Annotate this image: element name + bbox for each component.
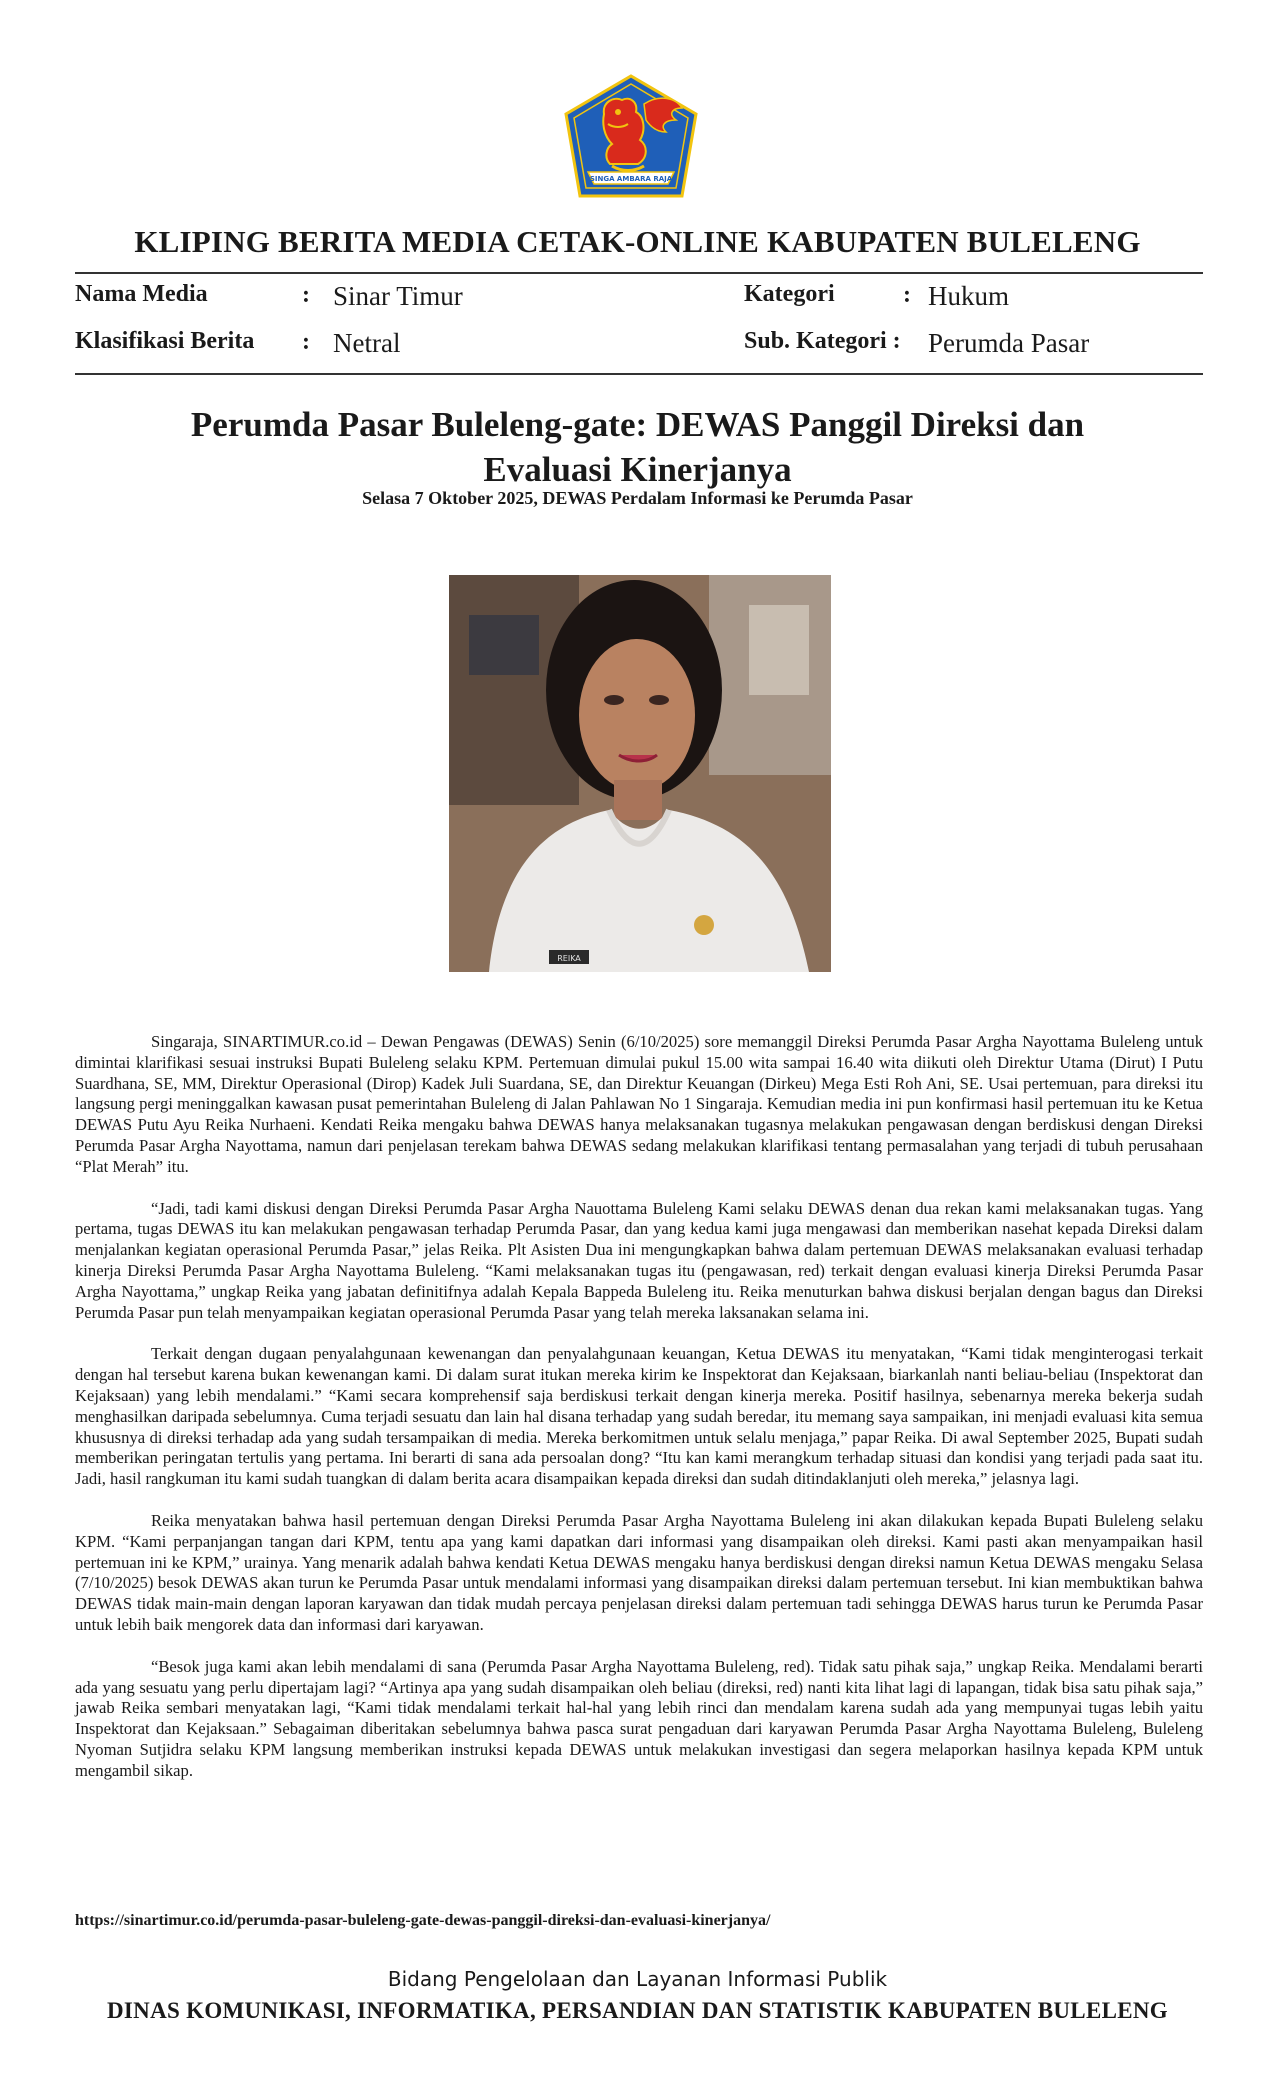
sub-kategori-label: Sub. Kategori : bbox=[744, 328, 901, 354]
footer-agency: DINAS KOMUNIKASI, INFORMATIKA, PERSANDIAN DAN STATISTIK KABUPATEN BULELENG bbox=[107, 1998, 1168, 2023]
source-url: https://sinartimur.co.id/perumda-pasar-buleleng-gate-dewas-panggil-direksi-dan-evaluasi-kinerjanya/ bbox=[75, 1912, 771, 1929]
kategori-colon: : bbox=[903, 282, 911, 308]
logo-motto: SINGA AMBARA RAJA bbox=[589, 175, 673, 183]
klasifikasi-colon: : bbox=[302, 329, 310, 355]
article-paragraph-1: Singaraja, SINARTIMUR.co.id – Dewan Pengawas (DEWAS) Senin (6/10/2025) sore memanggil Direksi Perumda Pasar Argha Nayottama Buleleng untuk dimintai klarifikasi sesuai instruksi Bupati Buleleng selaku KPM. Pertemuan dimulai pukul 15.00 wita sampai 16.40 wita diikuti oleh Direktur Utama (Dirut) I Putu Suardhana, SE, MM, Direktur Operasional (Dirop) Kadek Juli Suardana, SE, dan Direktur Keuangan (Dirkeu) Mega Esti Roh Ani, SE. Usai pertemuan, para direksi itu langsung pergi meninggalkan kawasan pusat pemerintahan Buleleng di Jalan Pahlawan No 1 Singaraja. Kemudian media ini pun konfirmasi hasil pertemuan itu ke Ketua DEWAS Putu Ayu Reika Nurhaeni. Kendati Reika mengaku bahwa DEWAS hanya melaksanakan tugasnya melakukan pengawasan dengan berdiskusi dengan Direksi Perumda Pasar Argha Nayottama, namun dari penjelasan terekam bahwa DEWAS sedang melakukan klarifikasi tentang permasalahan yang terjadi di tubuh perusahaan “Plat Merah” itu. bbox=[75, 1032, 1203, 1176]
footer-department: Bidang Pengelolaan dan Layanan Informasi Publik bbox=[387, 1967, 888, 1991]
article-paragraph-5: “Besok juga kami akan lebih mendalami di sana (Perumda Pasar Argha Nayottama Buleleng, red). Tidak satu pihak saja,” ungkap Reika. Mendalami berarti ada yang sesuatu yang perlu dipertajam lagi? “Artinya apa yang sudah disampaikan oleh beliau (direksi, red) nanti kita lihat lagi di lapangan, tidak bisa satu pihak saja,” jawab Reika sembari menyatakan lagi, “Kami tidak mendalami terkait hal-hal yang lebih rinci dan mendalam karena sudah ada yang mempunyai tugas lebih yaitu Inspektorat dan Kejaksaan.” Sebagaiman diberitakan sebelumnya bahwa pasca surat pengaduan dari karyawan Perumda Pasar Argha Nayottama Buleleng, Buleleng Nyoman Sutjidra selaku KPM langsung memberikan instruksi kepada DEWAS untuk melakukan investigasi dan segera melaporkan hasilnya kepada KPM untuk mengambil sikap. bbox=[75, 1656, 1203, 1780]
nama-media-colon: : bbox=[302, 282, 310, 308]
sub-kategori-value: Perumda Pasar bbox=[928, 328, 1090, 358]
singa-ambara-raja-logo bbox=[564, 74, 698, 198]
page-title: KLIPING BERITA MEDIA CETAK-ONLINE KABUPATEN BULELENG bbox=[134, 224, 1141, 259]
article-body bbox=[75, 1032, 1203, 1803]
article-paragraph-4: Reika menyatakan bahwa hasil pertemuan dengan Direksi Perumda Pasar Argha Nayottama Buleleng ini akan dilakukan kepada Bupati Buleleng selaku KPM. “Kami perpanjangan tangan dari KPM, tentu apa yang kami dapatkan dari informasi yang disampaikan oleh direksi. Kami pasti akan menyampaikan hasil pertemuan ini ke KPM,” urainya. Yang menarik adalah bahwa kendati Ketua DEWAS mengaku hanya berdiskusi dengan direksi namun Ketua DEWAS mengaku Selasa (7/10/2025) besok DEWAS akan turun ke Perumda Pasar untuk mendalami informasi yang disampaikan direksi dalam pertemuan tersebut. Ini kian membuktikan bahwa DEWAS tidak main-main dengan laporan karyawan dan tidak mudah percaya penjelasan direksi dalam pertemuan tadi sehingga DEWAS harus turun ke Perumda Pasar untuk lebih baik mengorek data dan informasi dari karyawan. bbox=[75, 1510, 1203, 1634]
name-tag-caption: REIKA bbox=[557, 954, 581, 963]
article-paragraph-3: Terkait dengan dugaan penyalahgunaan kewenangan dan penyalahgunaan keuangan, Ketua DEWAS itu menyatakan, “Kami tidak menginterogasi terkait dengan hal tersebut karena bukan kewenangan kami. Di dalam surat itukan mereka kirim ke Inspektorat dan Kejaksaan, biarkanlah nanti beliau-beliau (Inspektorat dan Kejaksaan) yang lebih mendalami.” “Kami secara komprehensif saja berdiskusi terkait dengan kinerja mereka. Positif hasilnya, sebenarnya mereka bekerja sudah menghasilkan daripada sebelumnya. Cuma terjadi sesuatu dan lain hal disana terhadap yang sudah beredar, itu memang saya sampaikan, ini menjadi evaluasi kita semua khususnya di direksi terhadap ada yang sudah tersampaikan di media. Mereka berkomitmen untuk selalu menjaga,” papar Reika. Di awal September 2025, Bupati sudah memberikan peringatan tertulis yang pertama. Ini berarti di sana ada persoalan dong? “Itu kan kami merangkum terhadap situasi dan kondisi yang terjadi pada saat itu. Jadi, hasil rangkuman itu kami sudah tuangkan di dalam berita acara disampaikan kepada direksi dan sudah ditindaklanjuti oleh mereka,” jelasnya lagi. bbox=[75, 1344, 1203, 1489]
kategori-label: Kategori bbox=[744, 281, 835, 307]
nama-media-value: Sinar Timur bbox=[333, 281, 463, 311]
header-rule-bottom bbox=[75, 373, 1203, 375]
nama-media-label: Nama Media bbox=[75, 281, 208, 307]
article-photo bbox=[449, 575, 831, 972]
article-headline: Perumda Pasar Buleleng-gate: DEWAS Panggil Direksi dan Evaluasi Kinerjanya bbox=[190, 405, 1085, 489]
klasifikasi-value: Netral bbox=[333, 328, 401, 358]
kategori-value: Hukum bbox=[928, 281, 1009, 311]
article-subheadline: Selasa 7 Oktober 2025, DEWAS Perdalam Informasi ke Perumda Pasar bbox=[362, 488, 913, 508]
article-paragraph-2: “Jadi, tadi kami diskusi dengan Direksi Perumda Pasar Argha Nauottama Buleleng Kami selaku DEWAS denan dua rekan kami melaksanakan tugas. Yang pertama, tugas DEWAS itu kan melakukan pengawasan terhadap Perumda Pasar, dan yang kedua kami juga mengawasi dan memberikan nasehat kepada Direksi dalam menjalankan kegiatan operasional Perumda Pasar,” jelas Reika. Plt Asisten Dua ini mengungkapkan bahwa dalam pertemuan DEWAS melaksanakan evaluasi terhadap kinerja Direksi Perumda Pasar Argha Nayottama Buleleng. “Kami melaksanakan tugas itu (pengawasan, red) terkait dengan evaluasi kinerja Direksi Perumda Pasar Argha Nayottama,” ungkap Reika yang jabatan definitifnya adalah Kepala Bappeda Buleleng itu. Reika menuturkan bahwa diskusi berjalan dengan bagus dan Direksi Perumda Pasar pun telah menyampaikan kegiatan operasional Perumda Pasar yang telah mereka laksanakan selama ini. bbox=[75, 1198, 1203, 1322]
header-rule-top bbox=[75, 272, 1203, 274]
klasifikasi-label: Klasifikasi Berita bbox=[75, 328, 255, 354]
